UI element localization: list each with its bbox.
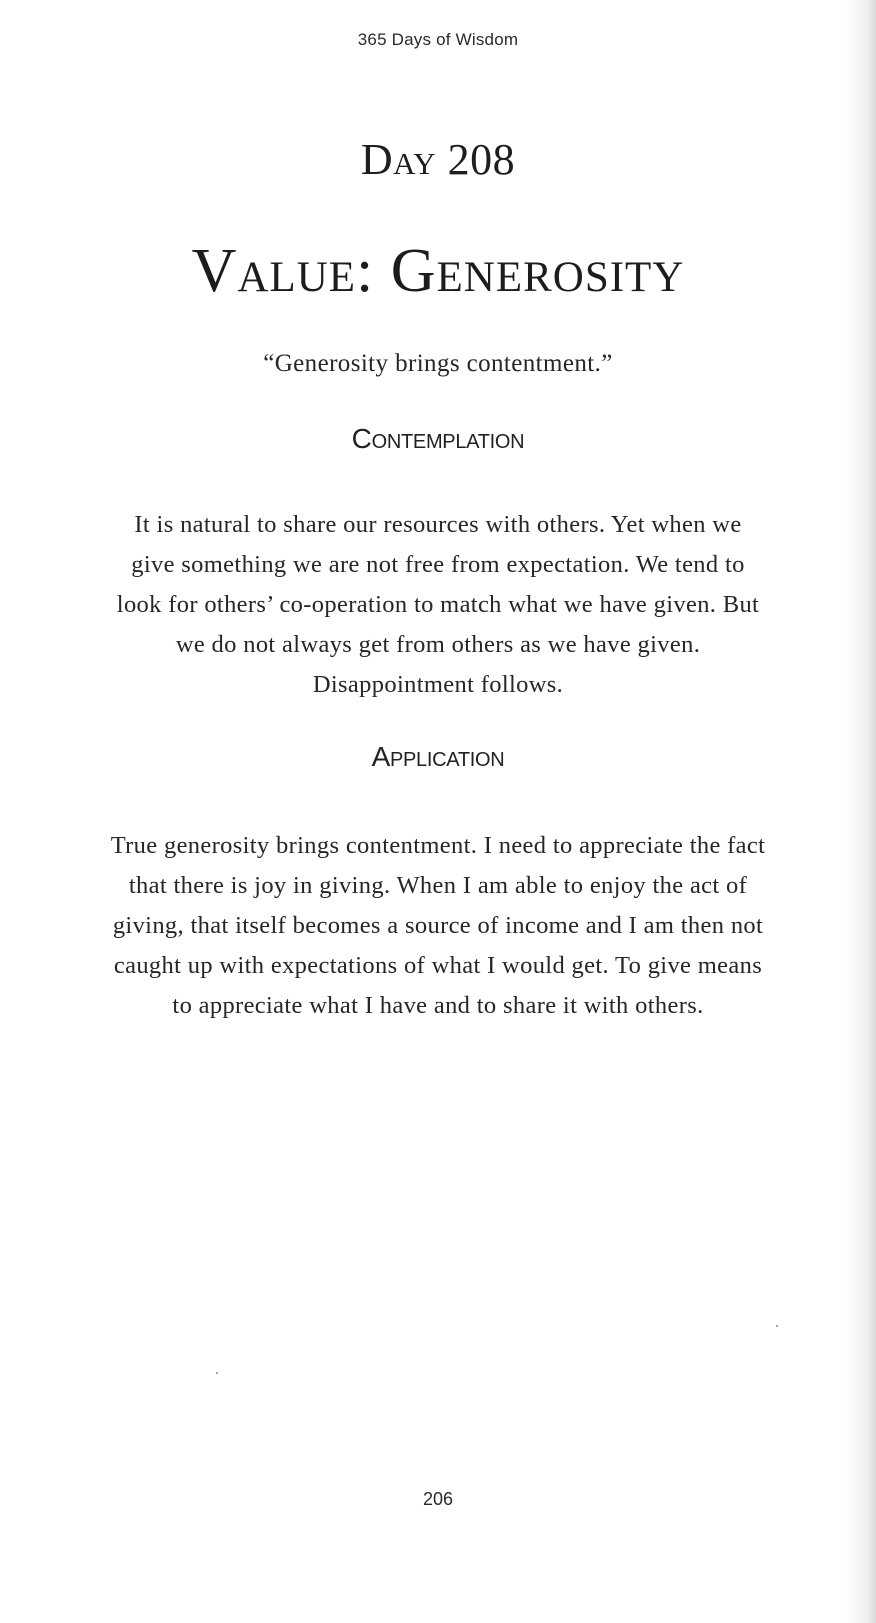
application-line: that there is joy in giving. When I am able to enjoy the act of <box>128 872 748 899</box>
contemplation-body <box>22 505 854 705</box>
page-number: 206 <box>422 1489 454 1509</box>
application-line: giving, that itself becomes a source of income and I am then not <box>112 912 764 939</box>
contemplation-line: we do not always get from others as we have given. <box>175 631 701 658</box>
contemplation-line: Disappointment follows. <box>312 671 564 698</box>
application-line: True generosity brings contentment. I need to appreciate the fact <box>110 832 766 859</box>
day-title: Day 208 <box>360 135 516 184</box>
application-line: to appreciate what I have and to share it with others. <box>172 992 704 1019</box>
application-heading: Application <box>371 741 505 772</box>
contemplation-line: give something we are not free from expectation. We tend to <box>131 551 745 578</box>
contemplation-line: look for others’ co-operation to match what we have given. But <box>116 591 760 618</box>
contemplation-line: It is natural to share our resources with others. Yet when we <box>134 511 742 538</box>
scan-speck <box>776 1325 778 1327</box>
running-head: 365 Days of Wisdom <box>357 30 519 49</box>
scan-speck <box>216 1372 218 1374</box>
quote: “Generosity brings contentment.” <box>263 350 613 377</box>
contemplation-heading: Contemplation <box>351 423 525 454</box>
application-line: caught up with expectations of what I would get. To give means <box>113 952 763 979</box>
value-title: Value: Generosity <box>191 237 685 305</box>
application-body <box>22 826 854 1026</box>
